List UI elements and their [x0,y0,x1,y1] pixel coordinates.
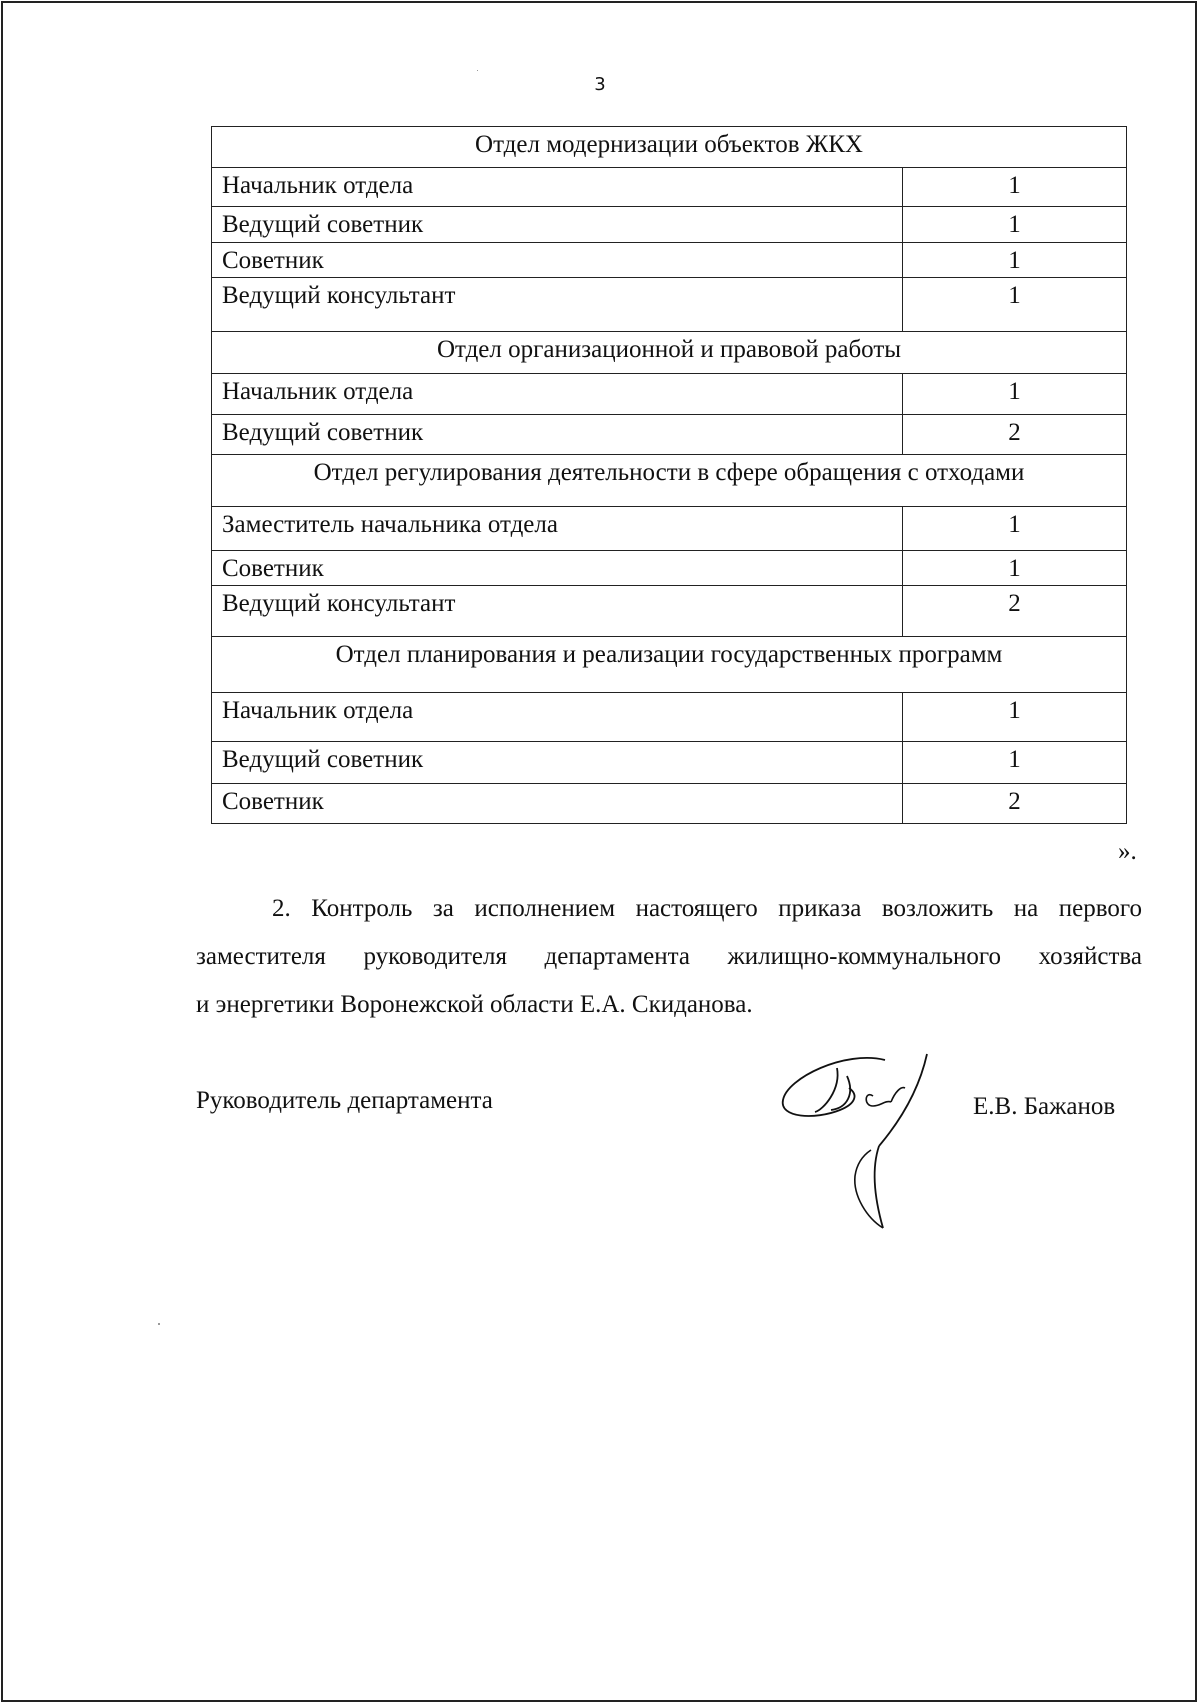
handwritten-signature [775,1050,975,1235]
signatory-name: Е.В. Бажанов [973,1093,1116,1120]
section-header [212,127,1127,168]
count-cell: 1 [902,693,1126,742]
position-cell: Ведущий советник [212,415,903,455]
position-cell: Ведущий консультант [212,278,903,332]
section-header [212,637,1127,693]
count-cell: 2 [902,784,1126,824]
section-header [212,332,1127,374]
position-cell: Начальник отдела [212,168,903,207]
count-cell: 1 [902,551,1126,586]
position-cell: Ведущий консультант [212,586,903,637]
count-cell: 1 [902,243,1126,278]
section-title: Отдел организационной и правовой работы [212,332,1127,374]
table-row [212,693,1127,742]
position-cell: Начальник отдела [212,374,903,415]
table-row [212,742,1127,784]
count-cell: 1 [902,278,1126,332]
count-cell: 1 [902,207,1126,243]
page-number: 3 [594,74,606,95]
control-paragraph [196,885,1142,1029]
position-cell: Ведущий советник [212,742,903,784]
section-header [212,455,1127,507]
section-title: Отдел модернизации объектов ЖКХ [212,127,1127,168]
position-cell: Ведущий советник [212,207,903,243]
table-row [212,507,1127,551]
position-cell: Заместитель начальника отдела [212,507,903,551]
position-cell: Начальник отдела [212,693,903,742]
table-row [212,243,1127,278]
scan-speck [477,70,478,71]
paragraph-line: заместителя руководителя департамента жилищно-коммунального хозяйства [196,943,1142,970]
count-cell: 1 [902,507,1126,551]
table-row [212,784,1127,824]
paragraph-line: и энергетики Воронежской области Е.А. Скиданова. [196,991,753,1018]
table-row [212,278,1127,332]
section-title: Отдел планирования и реализации государственных программ [212,637,1127,693]
count-cell: 1 [902,374,1126,415]
closing-quote: ». [1118,838,1137,865]
position-cell: Советник [212,784,903,824]
table-row [212,415,1127,455]
paragraph-line: 2. Контроль за исполнением настоящего приказа возложить на первого [272,895,1142,922]
table-row [212,586,1127,637]
count-cell: 1 [902,742,1126,784]
table-row [212,168,1127,207]
staff-table [211,126,1127,824]
signatory-title: Руководитель департамента [196,1087,493,1114]
count-cell: 2 [902,586,1126,637]
position-cell: Советник [212,243,903,278]
table-row [212,374,1127,415]
scan-speck [158,1323,160,1325]
count-cell: 1 [902,168,1126,207]
section-title: Отдел регулирования деятельности в сфере обращения с отходами [212,455,1127,507]
position-cell: Советник [212,551,903,586]
count-cell: 2 [902,415,1126,455]
table-row [212,207,1127,243]
table-row [212,551,1127,586]
